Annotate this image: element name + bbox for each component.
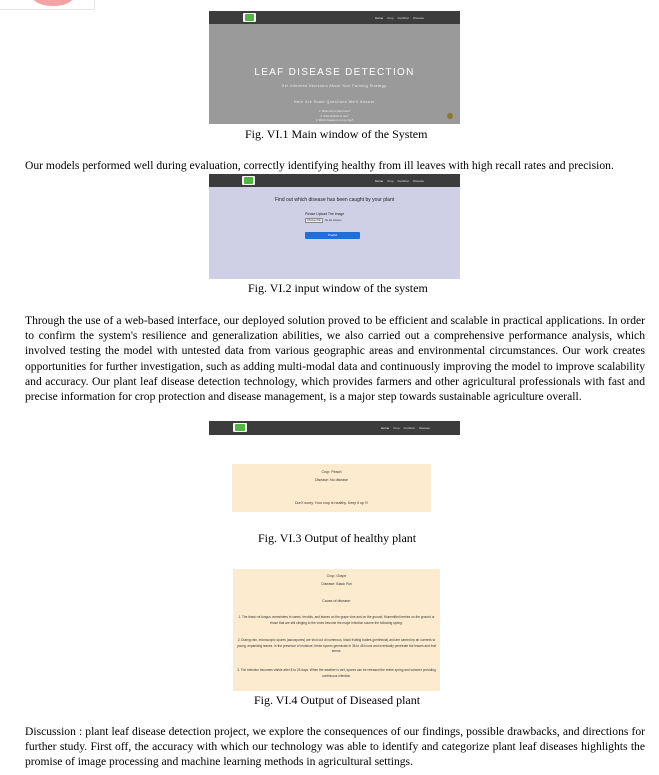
hero-subtitle: Get Informed Decisions About Your Farming Strategy.	[281, 84, 388, 88]
cause-paragraph: 1. The black rot fungus overwinters in canes, tendrils, and leaves on the grape vine and on the ground. Mummified berries on the ground or those that are still clinging to the vines become the major infection source the following spring.	[238, 615, 435, 625]
figure-input-window	[209, 174, 460, 279]
nav-link-home[interactable]: Home	[375, 179, 384, 183]
figure-caption: Fig. VI.3 Output of healthy plant	[258, 531, 417, 545]
figure-caption: Fig. VI.1 Main window of the System	[245, 127, 428, 141]
cause-heading: Cause of disease:	[322, 599, 351, 603]
figure-healthy-navbar	[209, 421, 460, 435]
body-paragraph: Our models performed well during evaluation, correctly identifying healthy from ill leaves with high recall rates and precision.	[25, 159, 614, 172]
choose-file-button[interactable]: Choose File	[307, 219, 321, 222]
nav-link-crop[interactable]: Crop	[393, 426, 400, 430]
crop-label: Crop: Grape	[326, 574, 347, 578]
result-card-healthy	[232, 464, 431, 512]
predict-button[interactable]: Predict	[305, 232, 360, 239]
disease-label: Disease: Black Rot	[321, 582, 352, 586]
nav-link-disease[interactable]: Disease	[413, 179, 424, 183]
figure-main-window	[209, 11, 460, 124]
questions-heading: Here Are Some Questions We'll Answer	[293, 100, 376, 104]
result-message: Don't worry. Your crop is healthy. Keep it up !!!	[294, 501, 369, 505]
upload-heading: Find out which disease has been caught by your plant	[274, 197, 395, 203]
result-card-diseased	[233, 569, 440, 691]
nav-link-home[interactable]: Home	[375, 16, 384, 20]
nav-link-home[interactable]: Home	[381, 426, 390, 430]
nav-links	[375, 179, 424, 183]
nav-link-fertilizer[interactable]: Fertilizer	[403, 426, 416, 430]
navbar	[209, 11, 460, 24]
leaf-logo-icon	[233, 423, 247, 432]
header-logo-fragment	[0, 0, 95, 10]
cause-paragraph: 3. The infection becomes visible after 8 to 25 days. When the weather is wet, spores can be released the entire spring and summer providing continuous infection.	[237, 668, 436, 678]
nav-links	[381, 426, 430, 430]
file-input[interactable]	[305, 218, 341, 223]
logo-shape	[32, 0, 74, 6]
nav-link-crop[interactable]: Crop	[387, 179, 394, 183]
body-paragraph: Through the use of a web-based interface, our deployed solution proved to be efficient and scalable in practical applications. In order to confirm the system's resilience and generalization abilities, we also carried out a comprehensive performance analysis, which involved testing the model with untested data from various geographic areas and environmental circumstances. Our work creates opportunities for further investigation, such as adding multi-modal data and continuously improving the model to improve scalability and accuracy. Our plant leaf disease detection technology, which provides farmers and other agricultural professionals with fast and precise information for crop protection and disease management, is a major step towards sustainable agriculture overall.	[25, 314, 645, 404]
nav-link-fertilizer[interactable]: Fertilizer	[397, 16, 410, 20]
question-item: 3. Which disease is on my crop?	[315, 119, 354, 123]
questions-list	[209, 110, 460, 124]
crop-label: Crop: Peach	[321, 470, 342, 474]
question-item: 2. What fertilizer to use?	[320, 114, 349, 118]
leaf-logo-icon	[242, 176, 255, 185]
cause-paragraph: 2. During rain, microscopic spores (ascospores) are shot out of numerous, black fruiting bodies (perithecia) and are carried by air currents to young, expanding leaves. In the presence of moisture, these spores germinate in 36 to 48 hours and eventually penetrate the leaves and fruit stems.	[237, 638, 436, 654]
upload-label: Please Upload The Image	[305, 212, 345, 216]
nav-links	[375, 16, 424, 20]
navbar	[209, 174, 460, 187]
nav-link-disease[interactable]: Disease	[413, 16, 424, 20]
question-item: 1. What crop to plant here?	[318, 110, 351, 113]
figure-caption: Fig. VI.4 Output of Diseased plant	[254, 693, 421, 707]
scroll-button-icon[interactable]	[447, 113, 453, 119]
nav-link-disease[interactable]: Disease	[419, 426, 430, 430]
leaf-logo-icon	[243, 13, 256, 22]
hero-title: LEAF DISEASE DETECTION	[254, 67, 415, 78]
nav-link-fertilizer[interactable]: Fertilizer	[397, 179, 410, 183]
disease-label: Disease: No disease	[315, 478, 348, 482]
nav-link-crop[interactable]: Crop	[387, 16, 394, 20]
file-status: No file chosen	[324, 219, 342, 222]
figure-caption: Fig. VI.2 input window of the system	[248, 281, 428, 295]
body-paragraph: Discussion : plant leaf disease detection project, we explore the consequences of our findings, possible drawbacks, and directions for further study. First off, the accuracy with which our technology was able to identify and categorize plant leaf diseases highlights the promise of image processing and machine learning methods in agricultural settings.	[25, 725, 645, 769]
